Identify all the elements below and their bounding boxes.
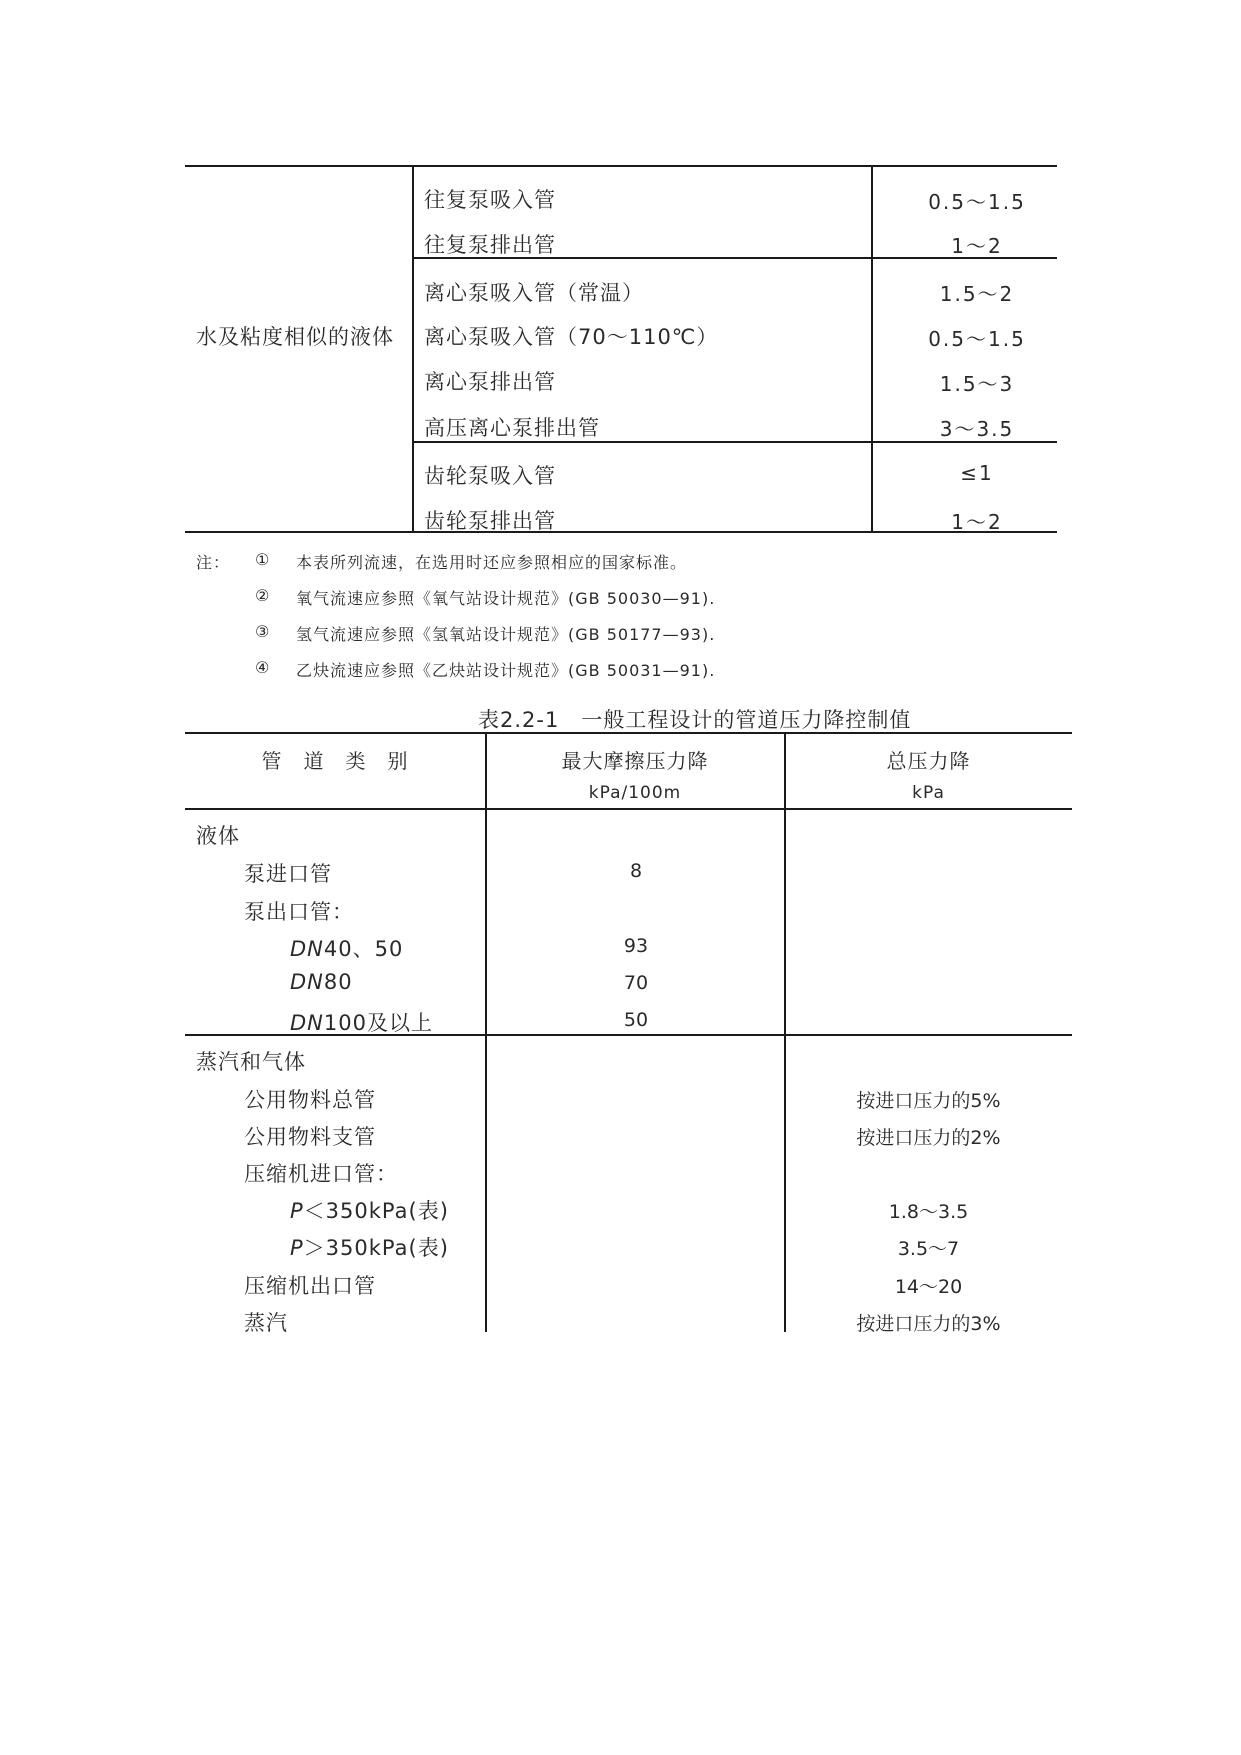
total-drop-value: 14～20 [894, 1276, 963, 1298]
section-title-gas: 蒸汽和气体 [196, 1050, 306, 1074]
note-marker: ③ [255, 622, 271, 641]
total-drop-value: 按进口压力的2% [856, 1127, 1001, 1149]
row-name: 压缩机进口管： [244, 1162, 398, 1186]
total-drop-value: 按进口压力的3% [856, 1313, 1001, 1335]
header-total-unit: kPa [912, 783, 945, 803]
note-text: 氧气流速应参照《氧气站设计规范》(GB 50030—91). [296, 589, 716, 608]
header-pipe-category: 管 道 类 别 [261, 749, 409, 773]
row-name: 蒸汽 [244, 1311, 288, 1335]
note-marker: ④ [255, 658, 271, 677]
max-friction-value: 8 [629, 860, 643, 882]
max-friction-value: 93 [623, 935, 649, 957]
row-prefix: DN [290, 1011, 324, 1035]
header-bottom-rule [185, 808, 1072, 810]
note-marker: ① [255, 550, 271, 569]
column-divider [871, 165, 873, 533]
row-name: 公用物料支管 [244, 1125, 376, 1149]
velocity-value: 0.5～1.5 [928, 190, 1026, 214]
category-label: 水及粘度相似的液体 [196, 325, 394, 349]
row-prefix: DN [290, 970, 324, 994]
row-name: P＞350kPa(表) [290, 1236, 449, 1260]
row-name: 泵出口管： [244, 900, 354, 924]
row-name: DN80 [290, 970, 353, 994]
velocity-value: ≤1 [960, 461, 994, 485]
note-marker: ② [255, 586, 271, 605]
column-divider [412, 165, 414, 533]
pipe-name: 离心泵吸入管（常温） [424, 281, 644, 305]
note-text: 本表所列流速，在选用时还应参照相应的国家标准。 [296, 553, 688, 572]
header-max-friction-unit: kPa/100m [588, 783, 682, 803]
note-text: 乙炔流速应参照《乙炔站设计规范》(GB 50031—91). [296, 661, 716, 680]
notes-label: 注： [196, 553, 231, 572]
max-friction-value: 50 [623, 1009, 649, 1031]
column-divider [784, 732, 786, 1332]
velocity-value: 0.5～1.5 [928, 327, 1026, 351]
table-top-rule [185, 732, 1072, 734]
header-total-drop: 总压力降 [886, 749, 971, 773]
total-drop-value: 3.5～7 [897, 1238, 960, 1260]
column-divider [485, 732, 487, 1332]
velocity-value: 3～3.5 [939, 417, 1015, 441]
table-top-rule [185, 165, 1057, 167]
header-max-friction-drop: 最大摩擦压力降 [561, 749, 709, 773]
velocity-value: 1～2 [951, 510, 1003, 534]
pipe-name: 齿轮泵排出管 [424, 509, 556, 533]
row-name: 公用物料总管 [244, 1088, 376, 1112]
row-name: 泵进口管 [244, 862, 332, 886]
row-prefix: DN [290, 937, 324, 961]
table-caption: 表2.2-1 一般工程设计的管道压力降控制值 [478, 708, 912, 732]
total-drop-value: 按进口压力的5% [856, 1090, 1001, 1112]
velocity-value: 1.5～3 [939, 372, 1015, 396]
total-drop-value: 1.8～3.5 [888, 1201, 969, 1223]
pipe-name: 离心泵排出管 [424, 370, 556, 394]
row-name: 压缩机出口管 [244, 1274, 376, 1298]
pipe-name: 往复泵排出管 [424, 233, 556, 257]
row-name: DN100及以上 [290, 1011, 433, 1035]
note-text: 氢气流速应参照《氢氧站设计规范》(GB 50177—93). [296, 625, 716, 644]
row-name: P＜350kPa(表) [290, 1199, 449, 1223]
max-friction-value: 70 [623, 972, 649, 994]
pipe-name: 离心泵吸入管（70～110℃） [424, 325, 719, 349]
section-title-liquid: 液体 [196, 824, 240, 848]
row-prefix: P [290, 1236, 304, 1260]
pipe-name: 齿轮泵吸入管 [424, 464, 556, 488]
pipe-name: 高压离心泵排出管 [424, 416, 600, 440]
row-prefix: P [290, 1199, 304, 1223]
velocity-value: 1～2 [951, 234, 1003, 258]
pipe-name: 往复泵吸入管 [424, 188, 556, 212]
row-name: DN40、50 [290, 937, 404, 961]
velocity-value: 1.5～2 [939, 282, 1015, 306]
